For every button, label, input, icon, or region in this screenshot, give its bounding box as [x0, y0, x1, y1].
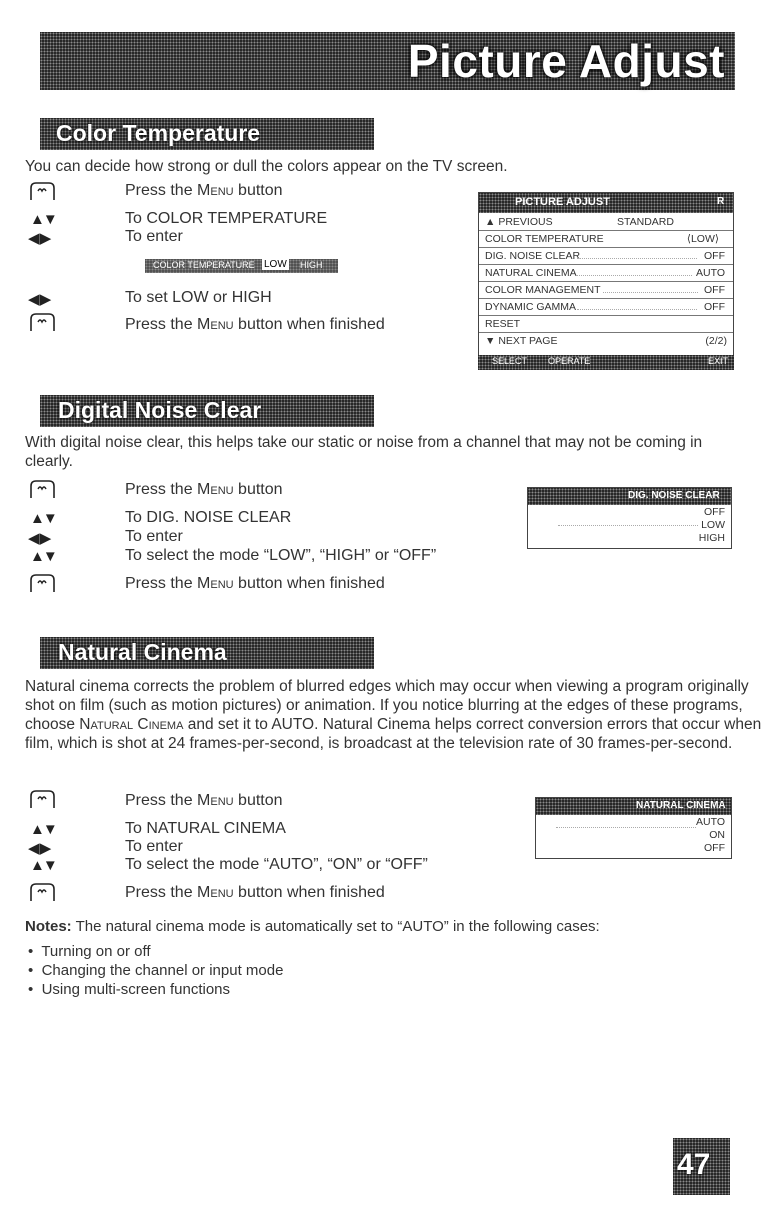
menu-button-icon	[27, 180, 61, 202]
bullet-text: Using multi-screen functions	[41, 981, 231, 998]
step-to-natural-cinema: To NATURAL CINEMA	[125, 820, 286, 837]
menu-header	[479, 193, 733, 213]
step-select-mode: To select the mode “AUTO”, “ON” or “OFF”	[125, 856, 428, 873]
step-press-menu	[125, 182, 283, 200]
menu-word: Menu	[197, 182, 234, 199]
step-to-enter: To enter	[125, 528, 183, 545]
title-banner	[40, 32, 735, 90]
step-text: button	[233, 182, 283, 199]
bullet-item: • Turning on or off	[28, 943, 151, 960]
menu-header-title: NATURAL CINEMA	[636, 800, 726, 811]
notes-text: The natural cinema mode is automatically set to “AUTO” in the following cases:	[75, 918, 600, 935]
menu-header	[536, 798, 731, 815]
menu-button-icon	[27, 572, 61, 594]
color-temperature-intro: You can decide how strong or dull the colors appear on the TV screen.	[25, 158, 508, 175]
step-text: Press the	[125, 182, 198, 199]
step-text: Press the	[125, 481, 198, 498]
menu-header-title: PICTURE ADJUST	[515, 196, 610, 208]
menu-item-dynamic-gamma: DYNAMIC GAMMA	[485, 301, 577, 313]
option-off: OFF	[704, 842, 725, 854]
page-title: Picture Adjust	[407, 35, 725, 87]
up-down-arrows-icon: ▲▼	[30, 857, 56, 874]
selector-high: HIGH	[300, 260, 323, 270]
option-off: OFF	[704, 506, 725, 518]
bullet-item: • Changing the channel or input mode	[28, 962, 284, 979]
digital-noise-clear-intro: With digital noise clear, this helps take our static or noise from a channel that may not be coming in clearly.	[25, 434, 703, 470]
menu-word: Menu	[197, 316, 234, 333]
bullet-text: Changing the channel or input mode	[41, 962, 284, 979]
section-heading-natural-cinema	[40, 637, 374, 669]
menu-word: Menu	[197, 575, 234, 592]
menu-button-icon	[27, 881, 61, 903]
intro-text: Natural cinema corrects the problem of blurred edges which may occur when viewing a program originally shot on film (such as motion pictures) or animation. If you notice blurring at the edges of these programs, choose	[25, 678, 749, 733]
section-heading-text: Natural Cinema	[58, 639, 227, 665]
menu-item-color-temperature: COLOR TEMPERATURE	[485, 233, 604, 245]
step-to-enter: To enter	[125, 838, 183, 855]
section-heading-digital-noise-clear	[40, 395, 374, 427]
section-heading-text: Digital Noise Clear	[58, 397, 262, 423]
page-number	[673, 1138, 730, 1195]
menu-button-icon	[27, 788, 61, 810]
step-to-color-temperature: To COLOR TEMPERATURE	[125, 210, 328, 227]
step-select-mode: To select the mode “LOW”, “HIGH” or “OFF”	[125, 547, 437, 564]
step-text: Press the	[125, 575, 198, 592]
step-text: button when finished	[233, 316, 385, 333]
step-press-menu-finished	[125, 884, 385, 902]
option-high: HIGH	[698, 532, 725, 544]
up-down-arrows-icon: ▲▼	[30, 821, 56, 838]
left-right-arrows-icon: ◀ ▶	[28, 291, 50, 308]
option-auto: AUTO	[696, 816, 725, 828]
section-heading-color-temperature	[40, 118, 374, 150]
menu-item-value: AUTO	[696, 267, 725, 279]
menu-footer	[478, 355, 734, 370]
section-heading-text: Color Temperature	[56, 120, 261, 146]
step-to-enter: To enter	[125, 228, 183, 245]
dig-noise-clear-menu	[527, 487, 732, 549]
menu-item-natural-cinema: NATURAL CINEMA	[485, 267, 577, 279]
left-right-arrows-icon: ◀ ▶	[28, 230, 50, 247]
menu-button-icon	[27, 311, 61, 333]
menu-item-reset: RESET	[485, 318, 521, 330]
step-to-dig-noise-clear: To DIG. NOISE CLEAR	[125, 509, 292, 526]
step-press-menu-finished	[125, 316, 385, 334]
menu-item-color-management: COLOR MANAGEMENT	[485, 284, 601, 296]
footer-operate: OPERATE	[548, 356, 591, 366]
step-text: Press the	[125, 792, 198, 809]
menu-next-value: (2/2)	[705, 335, 727, 347]
menu-word: Menu	[197, 792, 234, 809]
option-low: LOW	[701, 519, 725, 531]
page-number-text: 47	[677, 1148, 711, 1181]
menu-word: Menu	[197, 481, 234, 498]
footer-exit: EXIT	[707, 356, 728, 366]
step-text: Press the	[125, 884, 198, 901]
menu-item-value: OFF	[704, 301, 725, 313]
step-text: button when finished	[233, 884, 385, 901]
step-text: button	[233, 792, 283, 809]
menu-previous: ▲ PREVIOUS	[485, 216, 553, 228]
option-on: ON	[709, 829, 725, 841]
natural-cinema-intro	[25, 677, 765, 753]
menu-header-badge: R	[717, 196, 725, 207]
menu-header-title: DIG. NOISE CLEAR	[628, 490, 720, 501]
step-press-menu-finished	[125, 575, 385, 593]
notes-label: Notes:	[25, 918, 72, 935]
step-press-menu	[125, 792, 283, 810]
menu-header	[528, 488, 731, 505]
step-text: button when finished	[233, 575, 385, 592]
menu-next-label: NEXT PAGE	[498, 335, 558, 347]
menu-previous-label: PREVIOUS	[498, 216, 553, 228]
menu-item-dig-noise-clear: DIG. NOISE CLEAR	[485, 250, 581, 262]
menu-next: ▼ NEXT PAGE	[485, 335, 558, 347]
natural-cinema-term: Natural Cinema	[79, 716, 184, 733]
natural-cinema-menu	[535, 797, 732, 859]
selector-low: LOW	[264, 259, 287, 270]
menu-item-value: OFF	[704, 250, 725, 262]
left-right-arrows-icon: ◀ ▶	[28, 840, 50, 857]
menu-item-value: OFF	[704, 284, 725, 296]
step-text: button	[233, 481, 283, 498]
menu-previous-value: STANDARD	[617, 216, 674, 228]
step-set-low-high: To set LOW or HIGH	[125, 289, 272, 306]
menu-item-value: ⟨LOW⟩	[686, 233, 719, 245]
intro-text: and set it to AUTO. Natural Cinema helps correct conversion errors that occur when film, which is shot at 24 frames-per-second, is broadcast at the television rate of 30 frames-per-second.	[25, 716, 762, 752]
step-press-menu	[125, 481, 283, 499]
up-down-arrows-icon: ▲▼	[30, 548, 56, 565]
color-temperature-selector	[145, 259, 338, 273]
left-right-arrows-icon: ◀ ▶	[28, 530, 50, 547]
menu-word: Menu	[197, 884, 234, 901]
bullet-item: • Using multi-screen functions	[28, 981, 231, 998]
picture-adjust-menu	[478, 192, 734, 356]
up-down-arrows-icon: ▲▼	[30, 211, 56, 228]
footer-select: SELECT	[492, 356, 528, 366]
menu-button-icon	[27, 478, 61, 500]
up-down-arrows-icon: ▲▼	[30, 510, 56, 527]
step-text: Press the	[125, 316, 198, 333]
menu-value-text: LOW	[690, 233, 715, 245]
notes-line	[25, 918, 600, 935]
selector-label: COLOR TEMPERATURE	[153, 260, 255, 270]
bullet-text: Turning on or off	[41, 943, 151, 960]
